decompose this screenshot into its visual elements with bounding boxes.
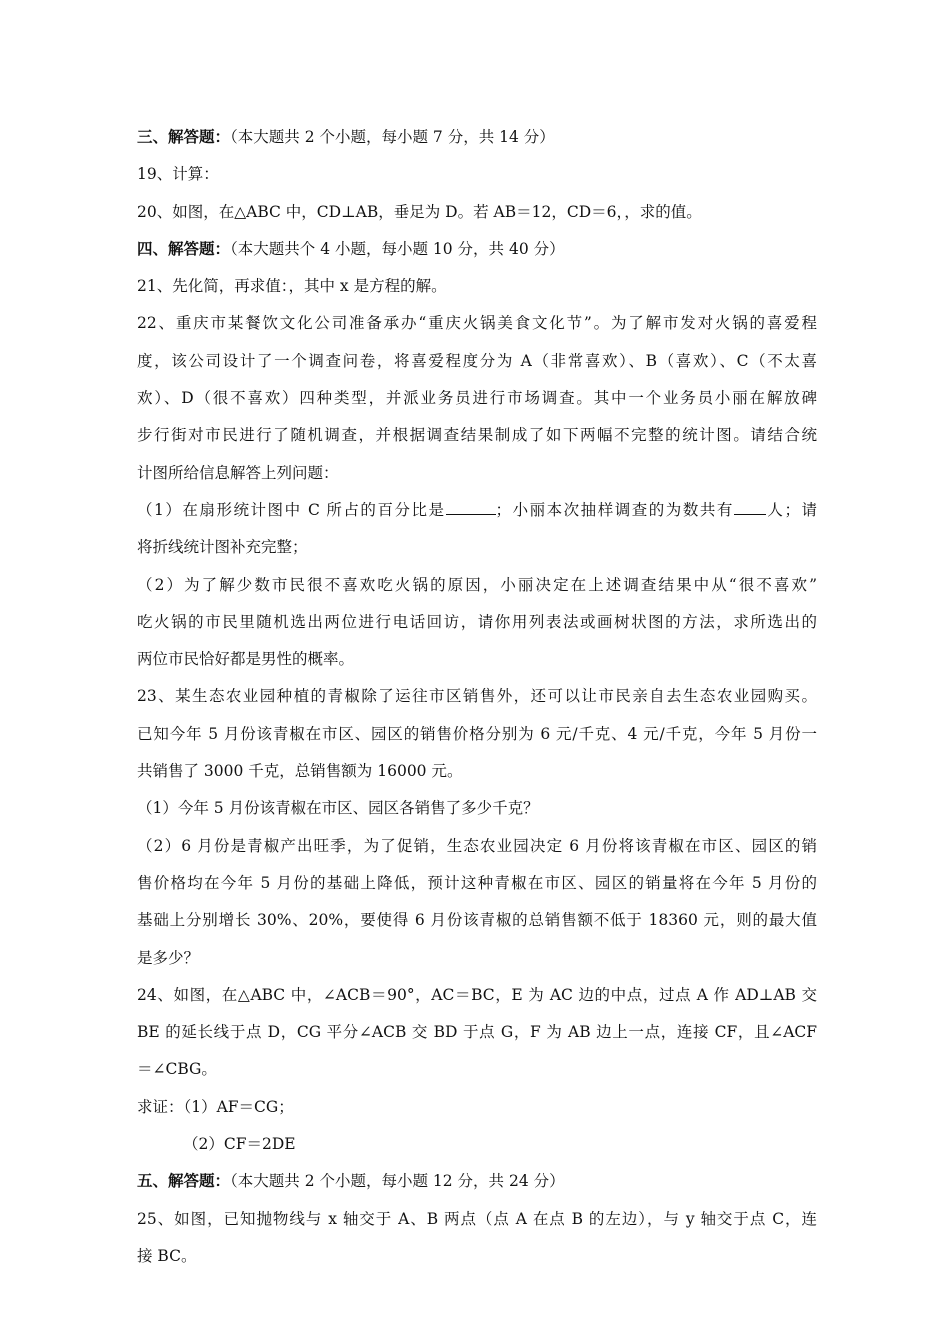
question-24-proof-1: 求证：（1）AF＝CG； bbox=[137, 1097, 294, 1116]
question-22-line: 欢）、D（很不喜欢）四种类型，并派业务员进行市场调查。其中一个业务员小丽在解放碑 bbox=[137, 389, 817, 408]
question-25-line: 接 BC。 bbox=[137, 1246, 197, 1265]
question-22-part-2-line: （2）为了解少数市民很不喜欢吃火锅的原因，小丽决定在上述调查结果中从“很不喜欢” bbox=[137, 575, 817, 594]
section-3-heading bbox=[137, 124, 817, 161]
section-4-heading bbox=[137, 236, 817, 273]
question-23-part-2-line: 是多少？ bbox=[137, 948, 200, 967]
question-22-line: 步行街对市民进行了随机调查，并根据调查结果制成了如下两幅不完整的统计图。请结合统 bbox=[137, 426, 817, 445]
section-5-desc: （本大题共 2 个小题，每小题 12 分，共 24 分） bbox=[230, 1172, 565, 1191]
question-22-line: 度，该公司设计了一个调查问卷，将喜爱程度分为 A（非常喜欢）、B（喜欢）、C（不太喜 bbox=[137, 351, 817, 370]
question-23-part-2-line: （2）6 月份是青椒产出旺季，为了促销，生态农业园决定 6 月份将该青椒在市区、园区的销 bbox=[137, 836, 817, 855]
question-24-line: BE 的延长线于点 D，CG 平分∠ACB 交 BD 于点 G，F 为 AB 边上一点，连接 CF，且∠ACF bbox=[137, 1023, 817, 1042]
question-21: 21、先化简，再求值：，其中 x 是方程的解。 bbox=[137, 277, 447, 296]
question-23-part-2-line: 基础上分别增长 30%、20%，要使得 6 月份该青椒的总销售额不低于 18360 元，则的最大值 bbox=[137, 911, 817, 930]
part-1-text-c: 人；请 bbox=[765, 500, 817, 519]
question-22-part-2-line: 吃火锅的市民里随机选出两位进行电话回访，请你用列表法或画树状图的方法，求所选出的 bbox=[137, 612, 817, 631]
section-3-title: 三、解答题： bbox=[137, 127, 231, 146]
section-4-title: 四、解答题： bbox=[137, 238, 231, 258]
question-24-line: 24、如图，在△ABC 中，∠ACB＝90°，AC＝BC，E 为 AC 边的中点，过点 A 作 AD⊥AB 交 bbox=[137, 985, 817, 1004]
answer-blank-percent[interactable] bbox=[446, 497, 496, 515]
question-25-line: 25、如图，已知抛物线与 x 轴交于 A、B 两点（点 A 在点 B 的左边），与 y 轴交于点 C，连 bbox=[137, 1209, 817, 1228]
section-5-heading bbox=[137, 1168, 817, 1205]
question-23-part-2-line: 售价格均在今年 5 月份的基础上降低，预计这种青椒在市区、园区的销量将在今年 5 月份的 bbox=[137, 873, 817, 892]
answer-blank-count[interactable] bbox=[734, 497, 766, 515]
question-24-proof-2: （2）CF＝2DE bbox=[183, 1135, 296, 1154]
question-22-part-2-line: 两位市民恰好都是男性的概率。 bbox=[137, 650, 355, 669]
part-1-text-b: ；小丽本次抽样调查的为数共有 bbox=[495, 500, 734, 519]
question-22-part-1 bbox=[137, 497, 817, 534]
part-1-text-a: （1）在扇形统计图中 C 所占的百分比是 bbox=[137, 500, 446, 519]
question-23-line: 23、某生态农业园种植的青椒除了运往市区销售外，还可以让市民亲自去生态农业园购买。 bbox=[137, 687, 817, 706]
section-3-desc: （本大题共 2 个小题，每小题 7 分，共 14 分） bbox=[230, 128, 555, 146]
question-22-line: 22、重庆市某餐饮文化公司准备承办“重庆火锅美食文化节”。为了解市发对火锅的喜爱程 bbox=[137, 314, 817, 333]
question-19: 19、计算： bbox=[137, 165, 219, 184]
question-20: 20、如图，在△ABC 中，CD⊥AB，垂足为 D。若 AB＝12，CD＝6，，求的值。 bbox=[137, 202, 702, 221]
section-5-title: 五、解答题： bbox=[137, 1171, 231, 1191]
section-4-desc: （本大题共个 4 小题，每小题 10 分，共 40 分） bbox=[230, 239, 565, 258]
document-body bbox=[137, 124, 817, 1280]
question-23-part-1: （1）今年 5 月份该青椒在市区、园区各销售了多少千克？ bbox=[137, 799, 539, 818]
question-22-line: 计图所给信息解答上列问题： bbox=[137, 463, 339, 482]
question-23-line: 已知今年 5 月份该青椒在市区、园区的销售价格分别为 6 元/千克、4 元/千克，今年 5 月份一 bbox=[137, 724, 817, 743]
question-23-line: 共销售了 3000 千克，总销售额为 16000 元。 bbox=[137, 762, 463, 781]
question-24-line: ＝∠CBG。 bbox=[137, 1060, 217, 1079]
question-22-part-1-cont: 将折线统计图补充完整； bbox=[137, 538, 308, 557]
